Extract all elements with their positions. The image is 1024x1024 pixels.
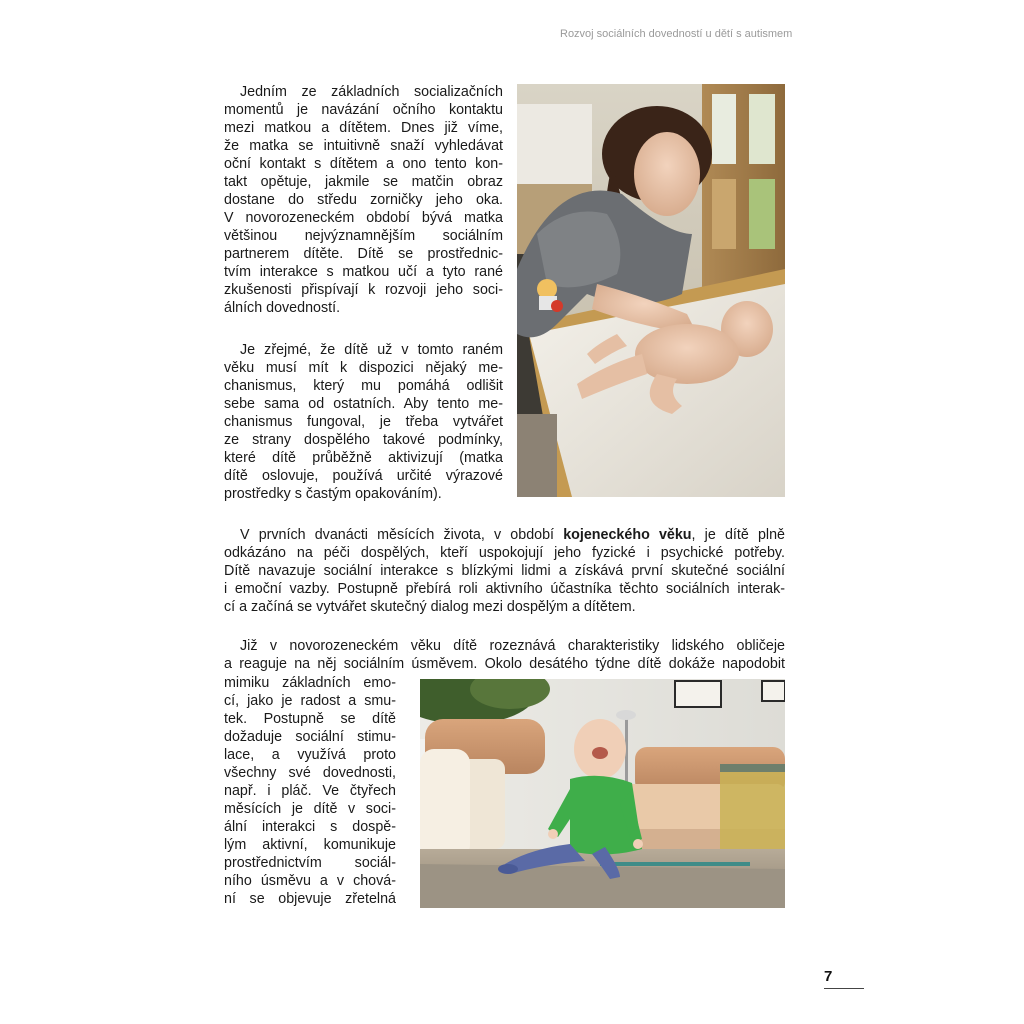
text-line: a reaguje na něj sociálním úsměvem. Okolo desátého týdne dítě dokáže napodobit [224,656,785,672]
text-line: dožaduje sociální stimu- [224,729,396,745]
text-line: ze strany dospělého takové podmínky, [224,432,503,448]
paragraph-eye-contact [224,83,503,317]
text-fragment: V prvních dvanácti měsících života, v období [240,527,564,543]
page-number: 7 [824,968,833,985]
text-line: Je zřejmé, že dítě už v tomto raném [240,342,503,358]
text-line: tvím interakce s matkou učí a tyto rané [224,264,503,280]
text-line: dítě oslovuje, používá určité výrazové [224,468,503,484]
text-line: ní se objevuje zřetelná [224,891,396,907]
text-line: většinou nejvýznamnějším sociálním [224,228,503,244]
text-line: i emoční vazby. Postupně přebírá roli aktivního účastníka těchto sociálních interak- [224,581,785,597]
text-line: Dítě navazuje sociální interakce s blízkými lidmi a získává první skutečné sociální [224,563,785,579]
text-line: ální interakci s dospě- [224,819,396,835]
paragraph-emotions [224,674,396,908]
text-line: momentů je navázání očního kontaktu [224,102,503,118]
text-line: chanismus fungoval, je třeba vytvářet [224,414,503,430]
text-line: oční kontakt s dítětem a ono tento kon- [224,156,503,172]
page-number-rule [824,988,864,989]
text-line: že matka se intuitivně snaží vyhledávat [224,138,503,154]
paragraph-self-distinction [224,341,503,503]
text-line: V novorozeneckém období bývá matka [224,210,503,226]
text-line: např. i pláč. Ve čtyřech [224,783,396,799]
text-line: měsících je dítě v soci- [224,801,396,817]
text-line: prostředky s častým opakováním). [224,486,442,502]
photo-crying-baby-image [420,679,785,908]
text-line: zkušenosti přispívají k rozvoji jeho soci- [224,282,503,298]
paragraph-infancy [224,526,785,616]
text-line: chanismus, který mu pomáhá odlišit [224,378,503,394]
text-line: mimiku základních emo- [224,675,396,691]
photo-mother-and-infant-image [517,84,785,497]
emphasis-term: kojeneckého věku [563,527,692,543]
text-line: všechny své dovednosti, [224,765,396,781]
text-line: lým aktivní, komunikuje [224,837,396,853]
text-line: Již v novorozeneckém věku dítě rozeznává charakteristiky lidského obličeje [240,638,785,654]
text-line: dostane do středu zorničky jeho oka. [224,192,503,208]
text-line: které dítě průběžně aktivizují (matka [224,450,503,466]
text-line: cí a začíná se vytvářet skutečný dialog mezi dospělým a dítětem. [224,599,636,615]
text-line: álních dovedností. [224,300,341,316]
text-line [224,526,785,544]
text-line: lace, a využívá proto [224,747,396,763]
text-line: ního úsměvu a v chová- [224,873,396,889]
text-fragment: , je dítě plně [691,527,785,543]
photo-mother-and-infant [517,84,785,497]
text-line: sebe sama od ostatních. Aby tento me- [224,396,503,412]
text-line: tek. Postupně se dítě [224,711,396,727]
text-line: mezi matkou a dítětem. Dnes již víme, [224,120,503,136]
text-line: věku musí mít k dispozici nějaký me- [224,360,503,376]
text-line: prostřednictvím sociál- [224,855,396,871]
paragraph-newborn-face [224,637,785,673]
text-line: odkázáno na péči dospělých, kteří uspokojují jeho fyzické i psychické potřeby. [224,545,785,561]
text-line: Jedním ze základních socializačních [240,84,503,100]
text-line: cí, jako je radost a smu- [224,693,396,709]
text-line: takt opětuje, jakmile se matčin obraz [224,174,503,190]
running-head: Rozvoj sociálních dovedností u dětí s autismem [560,28,793,40]
photo-crying-baby [420,679,785,908]
text-line: partnerem dítěte. Dítě se prostřednic- [224,246,503,262]
